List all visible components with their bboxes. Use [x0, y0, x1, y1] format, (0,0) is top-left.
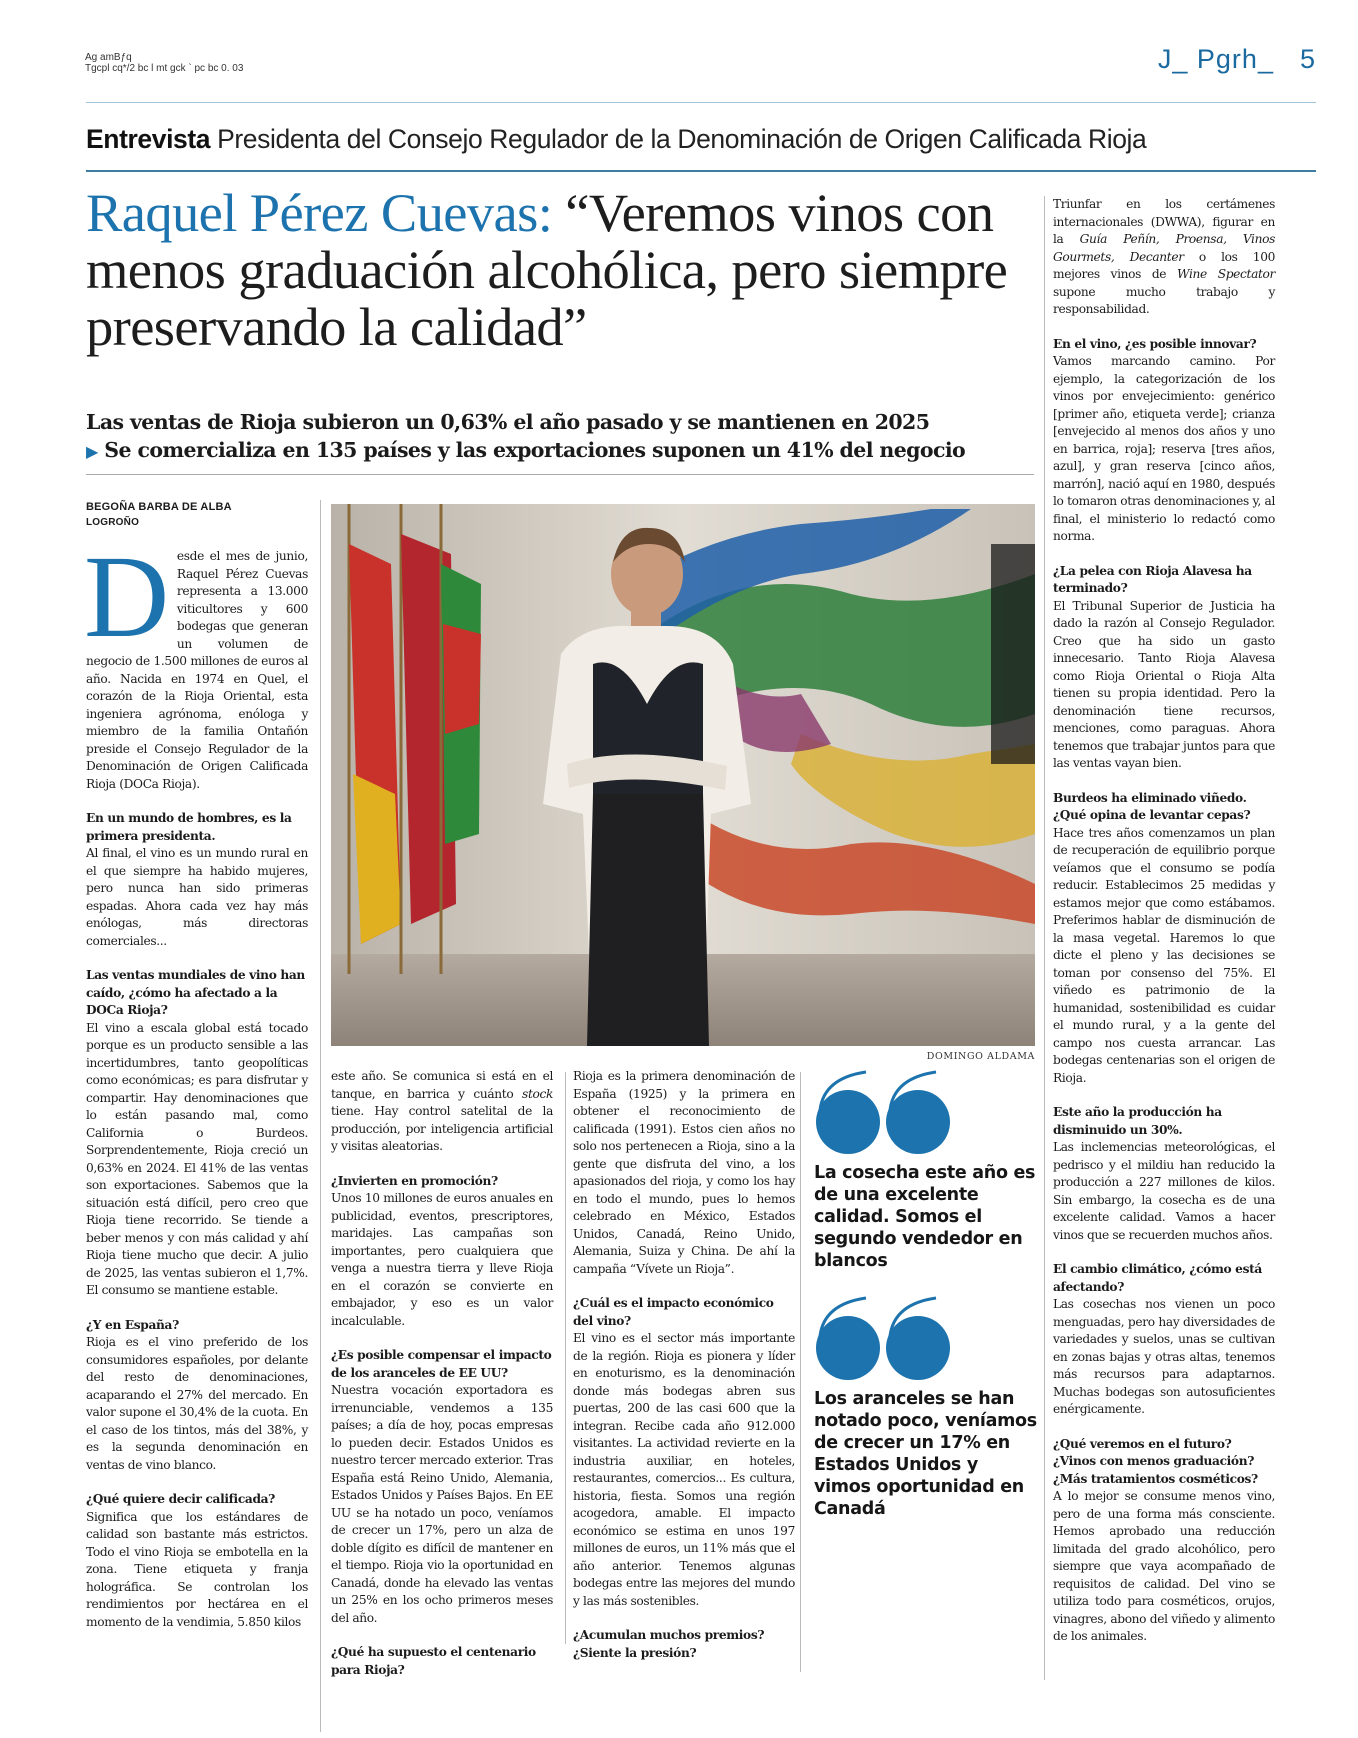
answer: Rioja es el vino preferido de los consumidores españoles, por delante del resto de denominaciones, acaparando el 27% del mercado. En valor supone el 30,4% de la cuota. En el caso de los tintos, más del 38%, y es la segunda denominación en ventas de vino blanco.	[86, 1335, 308, 1472]
question: ¿Acumulan muchos premios? ¿Siente la presión?	[573, 1628, 765, 1660]
question: En el vino, ¿es posible innovar?	[1053, 336, 1257, 351]
answer-text: o los 100 mejores vinos de	[1053, 249, 1276, 281]
photo-illustration	[331, 504, 1035, 1046]
question: Burdeos ha eliminado viñedo. ¿Qué opina de levantar cepas?	[1053, 790, 1251, 822]
answer-emphasis: Wine Spectator	[1177, 267, 1275, 281]
intro-paragraph	[84, 531, 308, 793]
article-column-4	[1053, 196, 1275, 1646]
section-name: J_ Pgrh_	[1157, 44, 1274, 74]
answer: A lo mejor se consume menos vino, pero de una forma más consciente. Hemos aprobado una reducción limitada del grado alcohólico, pero siempre que vaya acompañado de requisitos de calidad. Del vino se utiliza todo para cosméticos, orujos, vinagres, abono del viñedo y alimento de los animales.	[1053, 1489, 1275, 1643]
answer-text: este año. Se comunica si está en el tanque, en barrica y cuánto	[331, 1069, 553, 1101]
column-rule	[800, 1072, 801, 1672]
subhead-line-2-text: Se comercializa en 135 países y las exportaciones suponen un 41% del negocio	[104, 438, 966, 462]
article-column-1	[84, 531, 308, 1631]
question: Este año la producción ha disminuido un 30%.	[1053, 1105, 1222, 1137]
answer-emphasis: stock	[522, 1086, 553, 1101]
triangle-arrow-icon: ▶	[86, 442, 98, 461]
author-name: BEGOÑA BARBA DE ALBA	[86, 501, 232, 513]
answer: Vamos marcando camino. Por ejemplo, la categorización de los vinos por envejecimiento: genérico [primer año, etiqueta verde]; crianza [envejecido al menos dos años y uno en barrica, roja]; reserva [tres años, azul], y gran reserva [cinco años, marrón], nació aquí en 1980, después lo tomaron otras denominaciones y, al final, el ministerio lo redactó como norma.	[1053, 354, 1275, 543]
answer: El vino es el sector más importante de la región. Rioja es pionera y líder en enoturismo, es la denominación donde más bodegas abren sus puertas, 200 de las casi 600 que la integran. Recibe cada año 912.000 visitantes. La actividad revierte en la industria auxiliar, en hoteles, restaurantes, comercios... Es cultura, historia, fiesta. Somos una región acogedora, amable. El impacto económico se estima en unos 197 millones de euros, un 11% más que el año anterior. Tenemos algunas bodegas entre las mejores del mundo y las más sostenibles.	[573, 1331, 795, 1608]
article-column-2	[331, 1068, 553, 1679]
kicker-text: Presidenta del Consejo Regulador de la Denominación de Origen Calificada Rioja	[217, 124, 1147, 154]
drop-cap: D	[84, 531, 169, 662]
answer-emphasis: Guía Peñín, Proensa, Vinos Gourmets, Decanter	[1053, 232, 1275, 264]
page-header-section	[1158, 44, 1316, 75]
subhead-line-1: Las ventas de Rioja subieron un 0,63% el año pasado y se mantienen en 2025	[86, 410, 930, 434]
question: Las ventas mundiales de vino han caído, ¿cómo ha afectado a la DOCa Rioja?	[86, 968, 305, 1017]
intro-text: esde el mes de junio, Raquel Pérez Cuevas representa a 13.000 viticultores y 600 bodegas que generan un volumen de negocio de 1.500 millones de euros al año. Nacida en 1974 en Quel, el corazón de la Rioja Oriental, esta ingeniera agrónoma, enóloga y miembro de la familia Ontañón preside el Consejo Regulador de la Denominación de Origen Calificada Rioja (DOCa Rioja).	[86, 549, 308, 791]
column-rule	[565, 1072, 566, 1644]
pull-quote-1: La cosecha este año es de una excelente calidad. Somos el segundo vendedor en blancos	[814, 1163, 1036, 1271]
answer: Al final, el vino es un mundo rural en el que siempre ha habido mujeres, pero nunca han sido primeras espadas. Ahora cada vez hay más enólogas, más directoras comerciales...	[86, 846, 308, 948]
question: En un mundo de hombres, es la primera presidenta.	[86, 811, 292, 843]
question: ¿Invierten en promoción?	[331, 1173, 498, 1188]
question: ¿Y en España?	[86, 1317, 179, 1332]
answer-text: Triunfar en los certámenes internacionales (DWWA), figurar en la	[1053, 197, 1275, 246]
kicker-divider	[86, 170, 1316, 172]
answer	[1053, 196, 1275, 319]
answer: Unos 10 millones de euros anuales en publicidad, eventos, prescriptores, maridajes. Las campañas son importantes, pero cualquiera que venga a nuestra tierra y lleve Rioja en el corazón se convierte en embajador, y eso es un valor incalculable.	[331, 1191, 553, 1328]
answer-text: tiene. Hay control satelital de la producción, por inteligencia artificial y visitas aleatorias.	[331, 1104, 553, 1153]
question: ¿La pelea con Rioja Alavesa ha terminado?	[1053, 563, 1252, 595]
question: ¿Qué ha supuesto el centenario para Rioja?	[331, 1645, 536, 1677]
answer: Significa que los estándares de calidad son bastante más estrictos. Todo el vino Rioja se embotella en la zona. Tiene etiqueta y franja holográfica. Se controlan los rendimientos por hectárea en el momento de la vendimia, 5.850 kilos	[86, 1509, 308, 1629]
header-meta-line-1: Ag amBƒq	[85, 52, 132, 63]
header-divider	[86, 102, 1316, 103]
subheads	[86, 408, 1046, 466]
question: El cambio climático, ¿cómo está afectando?	[1053, 1262, 1262, 1294]
interview-photo	[331, 504, 1035, 1046]
page-number: 5	[1299, 44, 1316, 74]
question: ¿Cuál es el impacto económico del vino?	[573, 1296, 774, 1328]
answer: Las cosechas nos vienen un poco menguadas, pero hay diversidades de variedades y suelos, unas se cultivan en zonas bajas y otras altas, tenemos más recursos para adaptarnos. Muchas bodegas son autosuficientes enérgicamente.	[1053, 1297, 1275, 1416]
headline	[86, 184, 1046, 355]
answer: Las inclemencias meteorológicas, el pedrisco y el mildiu han reducido la producción a 227 millones de kilos. Sin embargo, la cosecha es de una excelente calidad. Vamos a hacer vinos que se recuerden muchos años.	[1053, 1140, 1275, 1242]
answer: El Tribunal Superior de Justicia ha dado la razón al Consejo Regulador. Creo que ha sido un gasto innecesario. Tanto Rioja Alavesa como Rioja Oriental o Rioja Alta tienen su propia identidad. Pero la denominación tiene recursos, menciones, como paraguas. Ahora tenemos que trabajar juntos para que las ventas vayan bien.	[1053, 598, 1275, 770]
page-header-meta	[85, 52, 243, 74]
headline-name: Raquel Pérez Cuevas:	[86, 182, 553, 243]
answer-text: supone mucho trabajo y responsabilidad.	[1053, 284, 1275, 316]
column-rule	[1044, 196, 1045, 1680]
byline	[86, 499, 232, 531]
answer: Hace tres años comenzamos un plan de recuperación de equilibrio porque veíamos que el consumo se podía reducir. Establecimos 25 medidas y estamos mejor que como estábamos. Preferimos hablar de disminución de la masa vegetal. Haremos lo que dicte el pleno y las decisiones se toman por consenso del 75%. El viñedo es patrimonio de la humanidad, sostenibilidad es cuidar el mundo rural, y a la gente del campo nos cuesta arrancar. Las bodegas centenarias son el origen de Rioja.	[1053, 825, 1275, 1085]
answer: Nuestra vocación exportadora es irrenunciable, vendemos a 135 países; a día de hoy, pocas empresas lo pueden decir. Estados Unidos es nuestro tercer mercado exterior. Tras España está Reino Unido, Alemania, Estados Unidos y Países Bajos. En EE UU se ha notado un poco, veníamos de crecer un 17%, pero un alza de doble dígito es difícil de mantener en el tiempo. Rioja vio la oportunidad en Canadá, donde ha elevado las ventas un 25% en los ocho primeros meses del año.	[331, 1383, 553, 1625]
answer	[331, 1068, 553, 1156]
dateline-location: LOGROÑO	[86, 517, 140, 528]
headline-quote: “Veremos vinos con menos graduación alcohólica, pero siempre preservando la calidad”	[86, 182, 1008, 357]
photo-credit: DOMINGO ALDAMA	[926, 1051, 1035, 1062]
column-rule	[320, 500, 321, 1732]
article-column-3	[573, 1068, 795, 1662]
answer: Rioja es la primera denominación de España (1925) y la primera en obtener el reconocimiento de calificada (1991). Estos cien años no solo nos pertenecen a Rioja, sino a la gente que disfruta del vino, a los apasionados del rioja, y como los hay en todo el mundo, pues lo hemos celebrado en México, Estados Unidos, Canadá, Reino Unido, Alemania, Suiza y China. De ahí la campaña “Vívete un Rioja”.	[573, 1069, 795, 1276]
quote-icon	[814, 1070, 954, 1156]
pull-quote-2: Los aranceles se han notado poco, veníamos de crecer un 17% en Estados Unidos y vimos oportunidad en Canadá	[814, 1389, 1037, 1519]
kicker	[86, 124, 1146, 155]
quote-icon	[814, 1296, 954, 1382]
subhead-divider	[86, 474, 1034, 475]
question: ¿Es posible compensar el impacto de los aranceles de EE UU?	[331, 1348, 552, 1380]
question: ¿Qué quiere decir calificada?	[86, 1492, 275, 1506]
header-meta-line-2: Tgcpl cq*/2 bc l mt gck ` pc bc 0. 03	[85, 63, 244, 74]
kicker-label: Entrevista	[86, 124, 211, 154]
answer: El vino a escala global está tocado porque es un producto sensible a las incertidumbres, tanto geopolíticas como económicas; es para disfrutar y compartir. Hay denominaciones que lo están pasando mal, como California o Burdeos. Sorprendentemente, Rioja creció un 0,63% en 2024. El 41% de las ventas son exportaciones. Sabemos que la situación está difícil, pero creo que Rioja tiene recorrido. Se tiende a beber menos y con más calidad y ahí Rioja tiene mucho que decir. A julio de 2025, las ventas subieron el 1,7%. El consumo se mantiene estable.	[86, 1020, 308, 1297]
question: ¿Qué veremos en el futuro? ¿Vinos con menos graduación? ¿Más tratamientos cosméticos?	[1053, 1436, 1258, 1486]
subhead-line-2	[86, 436, 1046, 466]
